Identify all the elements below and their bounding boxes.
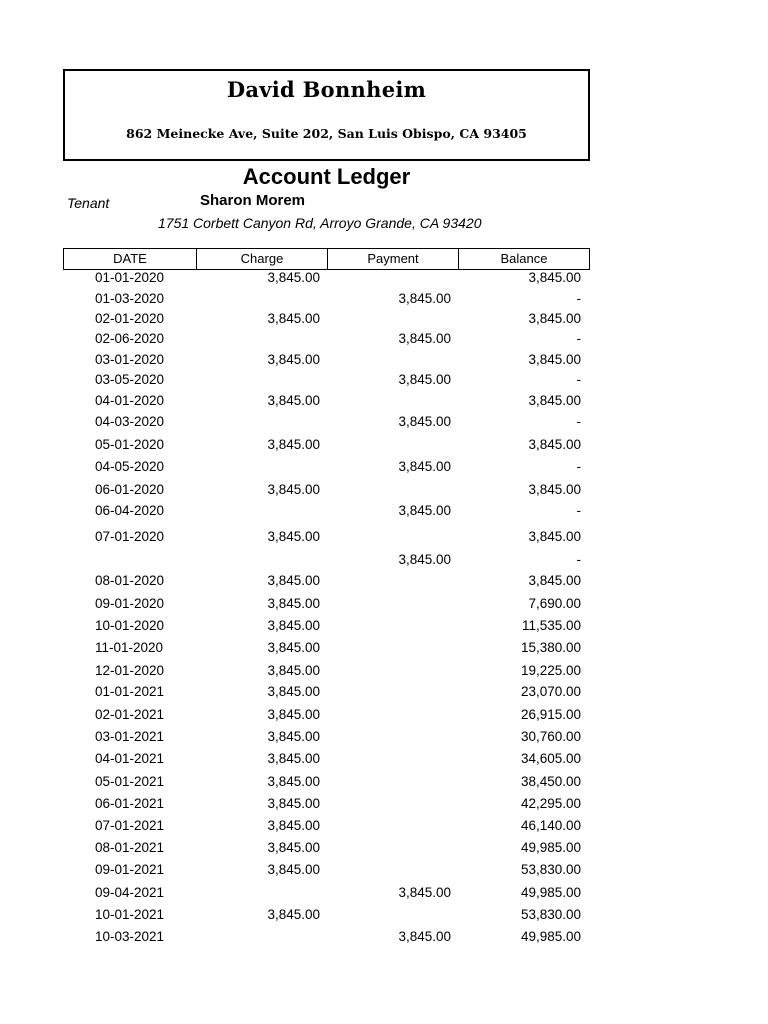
ledger-balance-cell: 7,690.00	[528, 596, 581, 611]
table-row	[0, 437, 768, 457]
ledger-date-cell: 01-01-2021	[95, 684, 165, 699]
ledger-balance-cell: 3,845.00	[528, 529, 581, 544]
ledger-charge-cell: 3,845.00	[267, 729, 320, 744]
ledger-date-cell: 03-01-2020	[95, 352, 165, 367]
table-row	[0, 311, 768, 331]
ledger-balance-cell: -	[576, 552, 581, 567]
ledger-balance-cell: 49,985.00	[520, 885, 581, 900]
ledger-date-cell: 02-01-2020	[95, 311, 165, 326]
table-row	[0, 459, 768, 479]
ledger-charge-cell: 3,845.00	[267, 437, 320, 452]
ledger-balance-cell: 19,225.00	[520, 663, 581, 678]
table-row	[0, 291, 768, 311]
column-header-date: DATE	[64, 249, 197, 269]
ledger-date-cell: 09-04-2021	[95, 885, 165, 900]
ledger-balance-cell: 42,295.00	[520, 796, 581, 811]
tenant-address: 1751 Corbett Canyon Rd, Arroyo Grande, CA 93420	[158, 215, 482, 231]
ledger-charge-cell: 3,845.00	[267, 640, 320, 655]
ledger-date-cell: 04-05-2020	[95, 459, 165, 474]
landlord-address: 862 Meinecke Ave, Suite 202, San Luis Obispo, CA 93405	[126, 126, 527, 141]
table-row	[0, 503, 768, 523]
ledger-charge-cell: 3,845.00	[267, 529, 320, 544]
ledger-date-cell: 03-01-2021	[95, 729, 165, 744]
ledger-payment-cell: 3,845.00	[398, 331, 451, 346]
table-row	[0, 352, 768, 372]
ledger-date-cell: 04-03-2020	[95, 414, 165, 429]
ledger-charge-cell: 3,845.00	[267, 618, 320, 633]
ledger-payment-cell: 3,845.00	[398, 885, 451, 900]
ledger-date-cell: 04-01-2020	[95, 393, 165, 408]
table-row	[0, 929, 768, 949]
ledger-charge-cell: 3,845.00	[267, 751, 320, 766]
ledger-payment-cell: 3,845.00	[398, 291, 451, 306]
table-row	[0, 751, 768, 771]
ledger-payment-cell: 3,845.00	[398, 414, 451, 429]
ledger-charge-cell: 3,845.00	[267, 862, 320, 877]
ledger-date-cell: 10-01-2020	[95, 618, 165, 633]
table-row	[0, 596, 768, 616]
landlord-name: David Bonnheim	[226, 77, 427, 102]
ledger-date-cell: 02-06-2020	[95, 331, 165, 346]
ledger-payment-cell: 3,845.00	[398, 929, 451, 944]
ledger-payment-cell: 3,845.00	[398, 459, 451, 474]
table-row	[0, 393, 768, 413]
ledger-balance-cell: 23,070.00	[520, 684, 581, 699]
ledger-payment-cell: 3,845.00	[398, 552, 451, 567]
ledger-charge-cell: 3,845.00	[267, 707, 320, 722]
table-row	[0, 331, 768, 351]
ledger-charge-cell: 3,845.00	[267, 596, 320, 611]
ledger-payment-cell: 3,845.00	[398, 372, 451, 387]
ledger-date-cell: 09-01-2020	[95, 596, 165, 611]
ledger-balance-cell: 3,845.00	[528, 311, 581, 326]
ledger-date-cell: 11-01-2020	[95, 640, 164, 655]
table-row	[0, 907, 768, 927]
page-title: Account Ledger	[242, 164, 411, 189]
ledger-charge-cell: 3,845.00	[267, 663, 320, 678]
column-header-balance: Balance	[500, 251, 548, 266]
ledger-date-cell: 10-01-2021	[95, 907, 165, 922]
column-header-charge: Charge	[197, 249, 328, 269]
ledger-balance-cell: -	[576, 414, 581, 429]
ledger-charge-cell: 3,845.00	[267, 840, 320, 855]
column-header-payment: Payment	[328, 249, 459, 269]
ledger-balance-cell: 30,760.00	[520, 729, 581, 744]
ledger-balance-cell: 26,915.00	[520, 707, 581, 722]
ledger-date-cell: 05-01-2021	[95, 774, 165, 789]
table-row	[0, 818, 768, 838]
table-row	[0, 796, 768, 816]
table-row	[0, 270, 768, 290]
table-row	[0, 573, 768, 593]
ledger-charge-cell: 3,845.00	[267, 482, 320, 497]
ledger-charge-cell: 3,845.00	[267, 352, 320, 367]
ledger-balance-cell: 3,845.00	[528, 437, 581, 452]
ledger-charge-cell: 3,845.00	[267, 270, 320, 285]
tenant-name: Sharon Morem	[200, 192, 306, 209]
ledger-date-cell: 07-01-2020	[95, 529, 165, 544]
table-row	[0, 529, 768, 549]
ledger-date-cell: 01-01-2020	[95, 270, 165, 285]
ledger-balance-cell: 3,845.00	[528, 270, 581, 285]
table-row	[0, 774, 768, 794]
ledger-date-cell: 12-01-2020	[95, 663, 165, 678]
ledger-charge-cell: 3,845.00	[267, 907, 320, 922]
ledger-balance-cell: -	[576, 459, 581, 474]
table-row	[0, 482, 768, 502]
ledger-charge-cell: 3,845.00	[267, 684, 320, 699]
ledger-balance-cell: 3,845.00	[528, 393, 581, 408]
ledger-charge-cell: 3,845.00	[267, 818, 320, 833]
ledger-balance-cell: -	[576, 372, 581, 387]
ledger-date-cell: 09-01-2021	[95, 862, 165, 877]
table-row	[0, 640, 768, 660]
table-row	[0, 885, 768, 905]
ledger-balance-cell: -	[576, 503, 581, 518]
table-row	[0, 729, 768, 749]
ledger-balance-cell: -	[576, 291, 581, 306]
ledger-date-cell: 01-03-2020	[95, 291, 165, 306]
ledger-balance-cell: 46,140.00	[520, 818, 581, 833]
table-row	[0, 707, 768, 727]
ledger-charge-cell: 3,845.00	[267, 774, 320, 789]
ledger-balance-cell: 49,985.00	[520, 929, 581, 944]
ledger-charge-cell: 3,845.00	[267, 573, 320, 588]
table-row	[0, 552, 768, 572]
ledger-balance-cell: 3,845.00	[528, 352, 581, 367]
table-row	[0, 618, 768, 638]
ledger-balance-cell: 53,830.00	[520, 907, 581, 922]
table-row	[0, 414, 768, 434]
table-row	[0, 862, 768, 882]
ledger-date-cell: 08-01-2020	[95, 573, 165, 588]
ledger-date-cell: 06-01-2021	[95, 796, 165, 811]
ledger-date-cell: 06-01-2020	[95, 482, 165, 497]
ledger-date-cell: 03-05-2020	[95, 372, 165, 387]
ledger-balance-cell: 53,830.00	[520, 862, 581, 877]
ledger-date-cell: 06-04-2020	[95, 503, 165, 518]
ledger-date-cell: 05-01-2020	[95, 437, 165, 452]
ledger-charge-cell: 3,845.00	[267, 393, 320, 408]
ledger-date-cell: 07-01-2021	[95, 818, 165, 833]
ledger-balance-cell: 3,845.00	[528, 482, 581, 497]
ledger-date-cell: 08-01-2021	[95, 840, 165, 855]
table-row	[0, 684, 768, 704]
tenant-label: Tenant	[67, 195, 110, 211]
ledger-date-cell: 02-01-2021	[95, 707, 165, 722]
table-row	[0, 663, 768, 683]
table-row	[0, 372, 768, 392]
ledger-balance-cell: 15,380.00	[520, 640, 581, 655]
ledger-date-cell: 04-01-2021	[95, 751, 165, 766]
ledger-date-cell: 10-03-2021	[95, 929, 165, 944]
ledger-charge-cell: 3,845.00	[267, 311, 320, 326]
ledger-payment-cell: 3,845.00	[398, 503, 451, 518]
ledger-balance-cell: 38,450.00	[520, 774, 581, 789]
ledger-balance-cell: -	[576, 331, 581, 346]
table-row	[0, 840, 768, 860]
ledger-balance-cell: 3,845.00	[528, 573, 581, 588]
ledger-balance-cell: 34,605.00	[520, 751, 581, 766]
ledger-balance-cell: 49,985.00	[520, 840, 581, 855]
ledger-charge-cell: 3,845.00	[267, 796, 320, 811]
ledger-balance-cell: 11,535.00	[521, 618, 581, 633]
